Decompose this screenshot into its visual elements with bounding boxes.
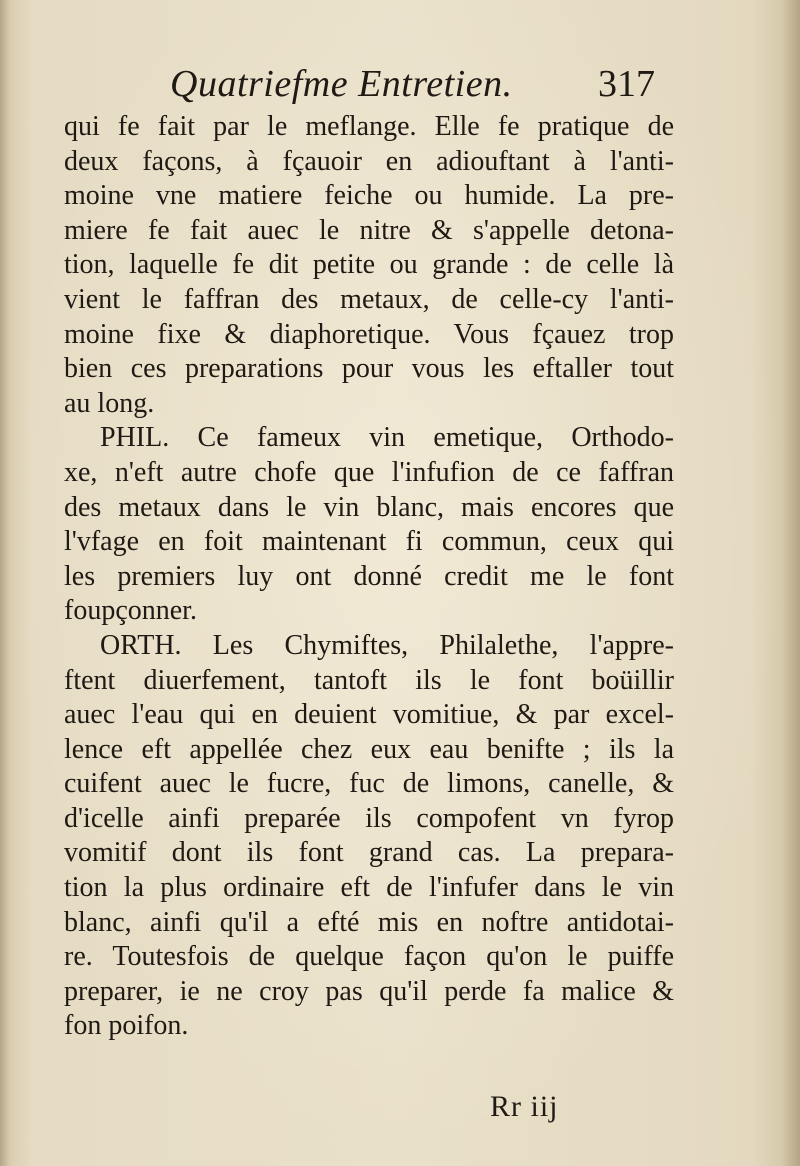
text-line: blanc, ainfi qu'il a efté mis en noftre antidotai- [64,906,674,938]
text-line: preparer, ie ne croy pas qu'il perde fa malice & [64,975,674,1007]
text-line: fon poifon. [64,1010,189,1042]
text-line: moine fixe & diaphoretique. Vous fçauez trop [64,318,674,350]
text-line: des metaux dans le vin blanc, mais encores que [64,491,674,523]
text-line: vomitif dont ils font grand cas. La prepara- [64,837,674,869]
text-line: bien ces preparations pour vous les eftaller tout [64,353,674,385]
text-line: vient le faffran des metaux, de celle-cy l'anti- [64,283,674,315]
text-line: PHIL. Ce fameux vin emetique, Orthodo- [100,422,674,454]
text-line: cuifent auec le fucre, fuc de limons, canelle, & [64,768,674,800]
signature-mark: Rr iij [490,1090,559,1123]
text-line: deux façons, à fçauoir en adiouftant à l'anti- [64,145,674,177]
text-line: foupçonner. [64,595,197,627]
text-line: xe, n'eft autre chofe que l'infufion de ce faffran [64,456,674,488]
text-line: lence eft appellée chez eux eau benifte ; ils la [64,733,674,765]
text-line: tion, laquelle fe dit petite ou grande : de celle là [64,249,674,281]
text-line: l'vfage en foit maintenant fi commun, ceux qui [64,526,674,558]
page-edge-shadow-right [782,0,800,1166]
running-title: Quatriefme Entretien. [170,63,513,105]
text-line: ORTH. Les Chymiftes, Philalethe, l'appre- [100,629,674,661]
page-edge-shadow-left [0,0,10,1166]
text-line: au long. [64,387,155,419]
text-line: moine vne matiere feiche ou humide. La pre- [64,180,674,212]
body-text [64,110,674,1044]
text-line: auec l'eau qui en deuient vomitiue, & par excel- [64,699,674,731]
page-number: 317 [598,63,655,105]
text-line: les premiers luy ont donné credit me le font [64,560,674,592]
text-line: d'icelle ainfi preparée ils compofent vn fyrop [64,802,674,834]
running-head [170,62,690,112]
text-line: ftent diuerfement, tantoft ils le font boüillir [64,664,674,696]
text-line: tion la plus ordinaire eft de l'infufer dans le vin [64,872,674,904]
text-line: miere fe fait auec le nitre & s'appelle detona- [64,214,674,246]
text-line: re. Toutesfois de quelque façon qu'on le puiffe [64,941,674,973]
text-line: qui fe fait par le meflange. Elle fe pratique de [64,111,674,142]
